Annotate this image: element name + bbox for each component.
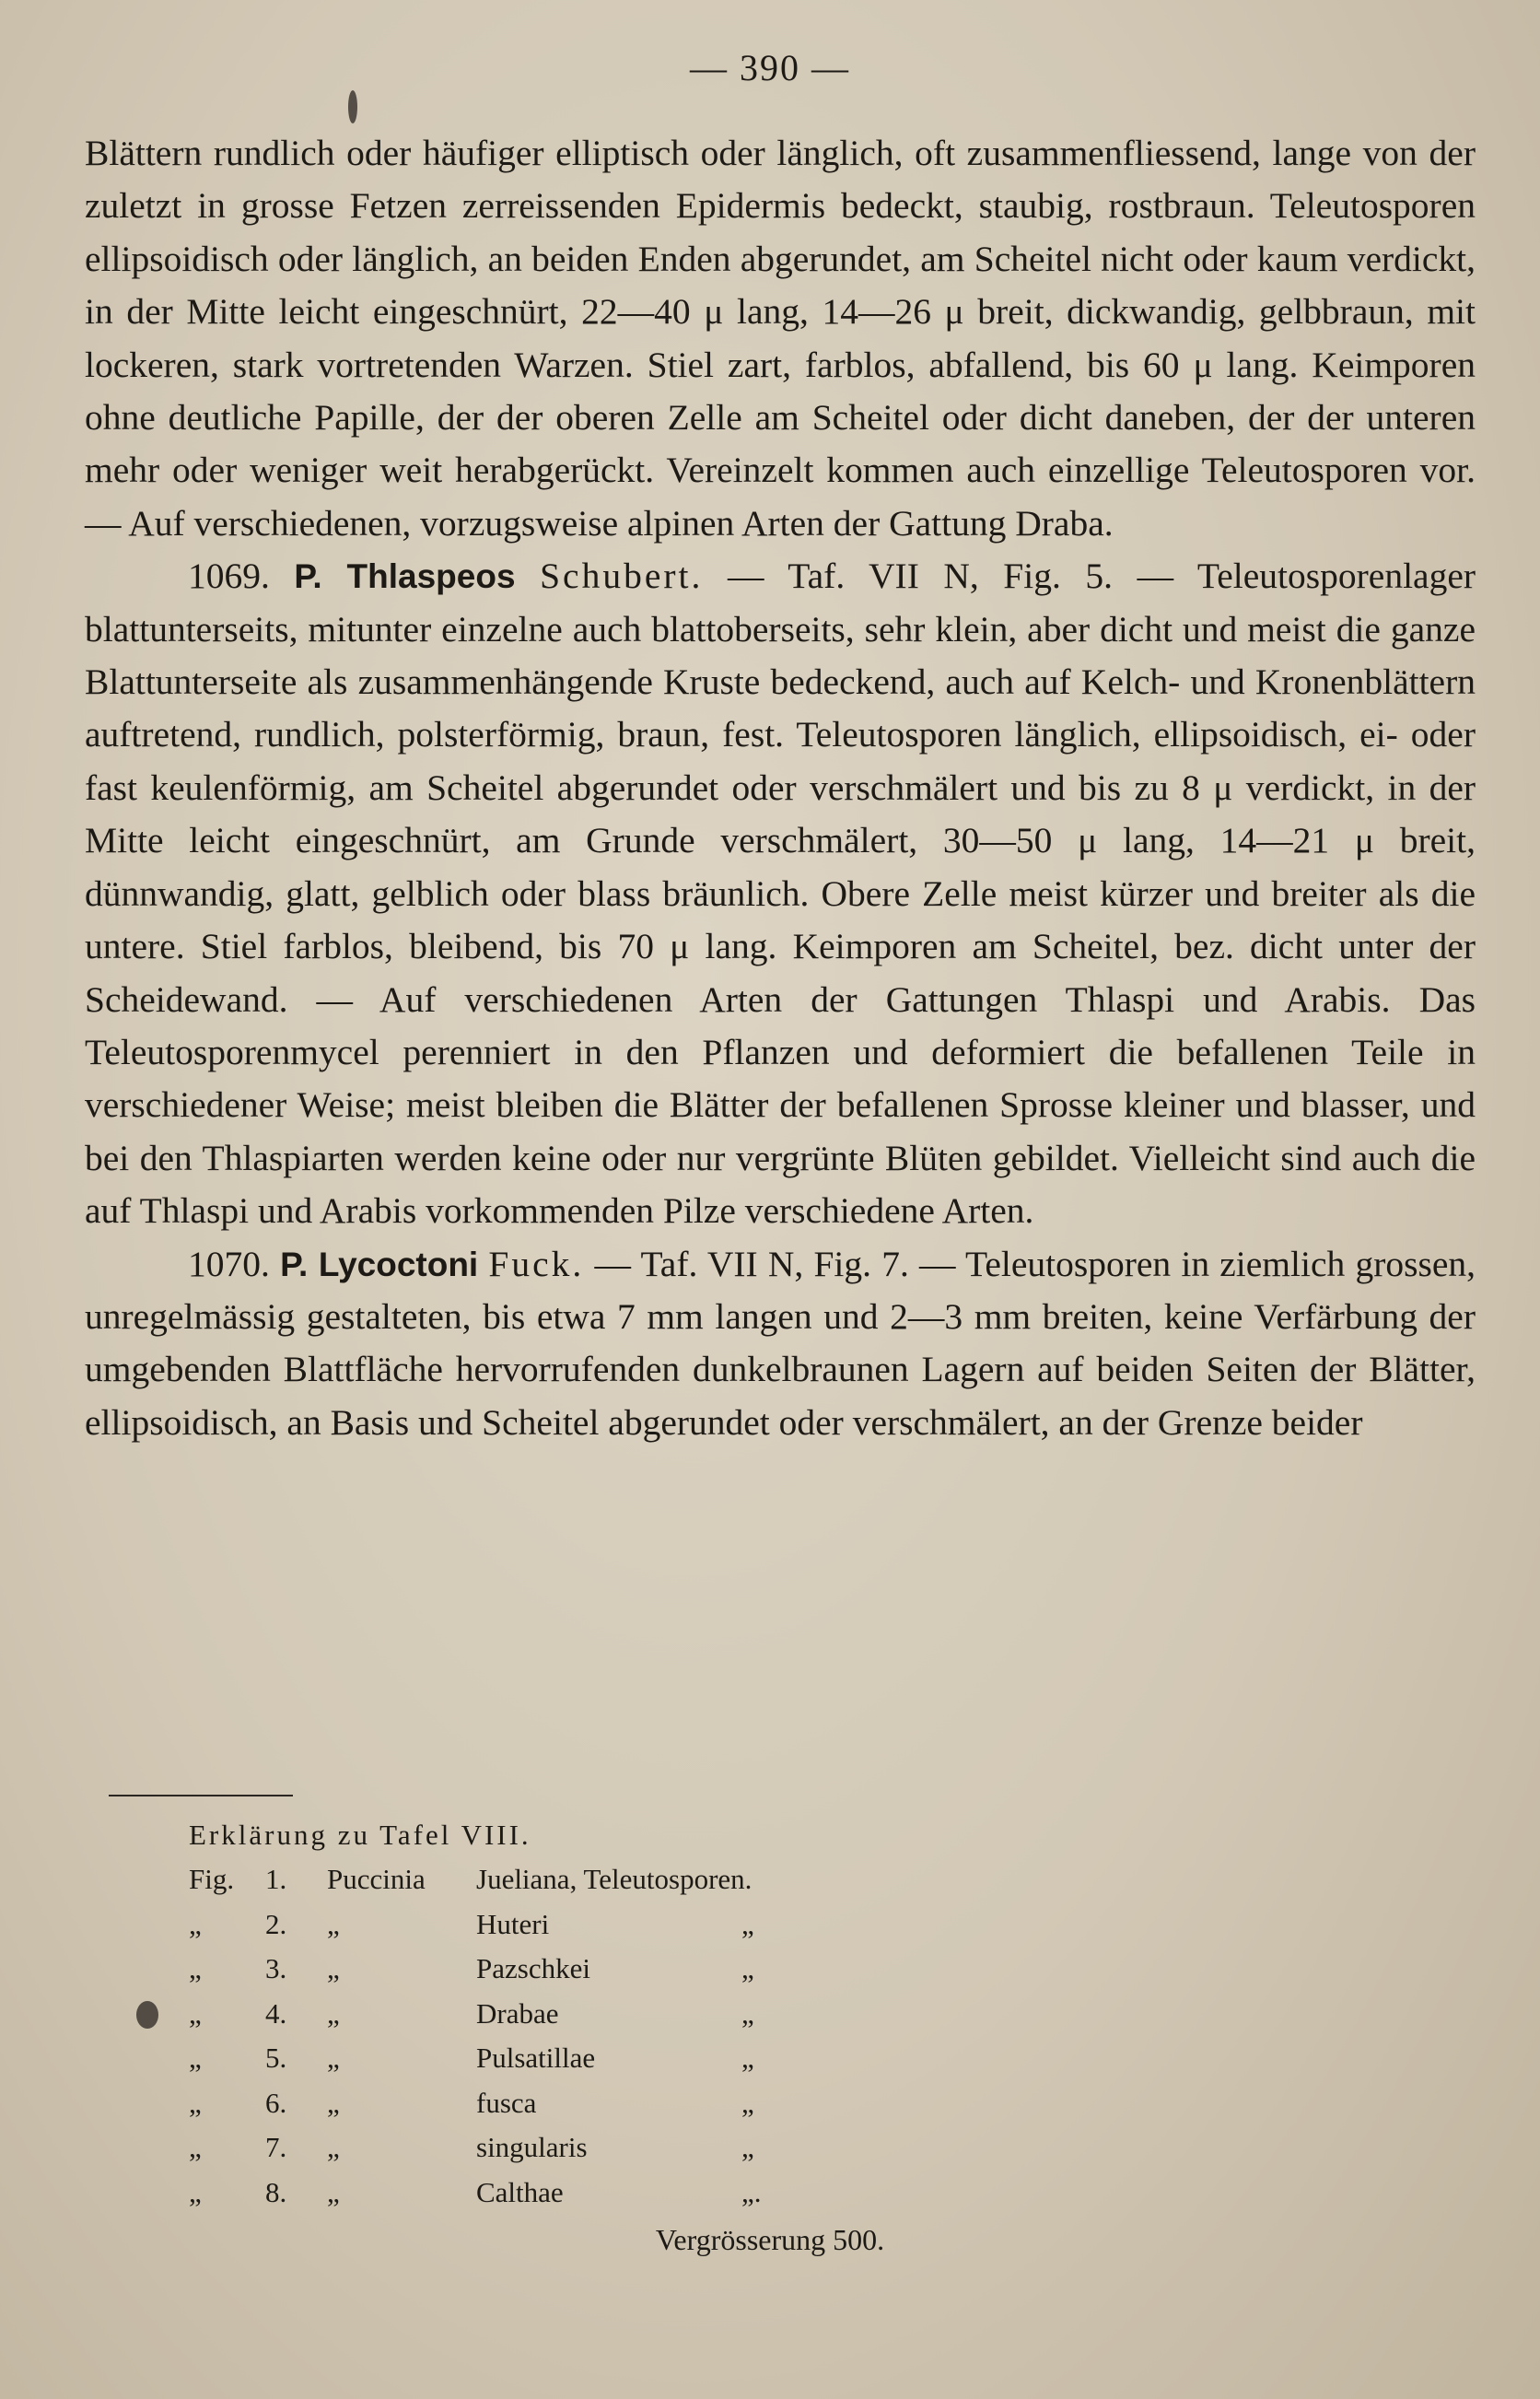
legend-fig-prefix: Fig. [189,1863,235,1895]
legend-ditto: „ [741,1952,754,1984]
taxon-author: Fuck. [488,1243,585,1284]
entry-number: 1069. [188,556,270,597]
legend-ditto: „ [189,2131,202,2163]
legend-species: Pulsatillae [476,2042,596,2074]
ink-spot [348,90,357,123]
taxon-name: P. Lycoctoni [280,1245,479,1283]
legend-fig-number: 3. [265,1952,287,1984]
paragraph-continuation: Blättern rundlich oder häufiger elliptisch oder länglich, oft zusammenfliessend, lange von der zuletzt in grosse Fetzen zerreissenden Epidermis bedeckt, staubig, rostbraun. Teleutosporen ellipsoidisch oder länglich, an beiden Enden abgerundet, am Scheitel nicht oder kaum verdickt, in der Mitte leicht eingeschnürt, 22—40 μ lang, 14—26 μ breit, dickwandig, gelbbraun, mit lockeren, stark vortretenden Warzen. Stiel zart, farblos, abfallend, bis 60 μ lang. Keimporen ohne deutliche Papille, der der oberen Zelle am Scheitel oder dicht daneben, der der unteren mehr oder weniger weit herabgerückt. Vereinzelt kommen auch einzellige Teleutosporen vor. — Auf verschiedenen, vorzugsweise alpinen Arten der Gattung Draba. [85,133,1476,544]
entry-description: — Taf. VII N, Fig. 7. — Teleutosporen in ziemlich grossen, unregelmässig gestalteten, bis etwa 7 mm langen und 2—3 mm breiten, keine Verfärbung der umgebenden Blattfläche hervorrufenden dunkelbraunen Lagern auf beiden Seiten der Blätter, ellipsoidisch, an Basis und Scheitel abgerundet oder verschmälert, an der Grenze beider [85,1243,1476,1443]
legend-ditto: „ [189,2042,202,2074]
legend-ditto: „ [189,1996,202,2030]
legend-ditto: „ [189,1907,202,1940]
legend-ditto: „ [327,2086,340,2119]
legend-row [189,2171,1110,2216]
legend-row [189,2081,1110,2126]
footnote-divider [109,1795,293,1796]
magnification-note: Vergrösserung 500. [655,2223,885,2256]
legend-genus: Puccinia [327,1863,426,1895]
legend-row [189,1992,1110,2037]
legend-fig-number: 6. [265,2086,287,2119]
taxon-author: Schubert. [540,556,704,597]
legend-row [189,2125,1110,2171]
legend-title: Erklärung zu Tafel VIII. [189,1819,531,1851]
entry-number: 1070. [188,1243,270,1284]
legend-fig-number: 4. [265,1996,287,2030]
entry-description: — Taf. VII N, Fig. 5. — Teleutosporenlager blattunterseits, mitunter einzelne auch blattoberseits, sehr klein, aber dicht und meist die ganze Blattunterseite als zusammenhängende Kruste bedeckend, auch auf Kelch- und Kronenblättern auftretend, rundlich, polsterförmig, braun, fest. Teleutosporen länglich, ellipsoidisch, ei- oder fast keulenförmig, am Scheitel abgerundet oder verschmälert und bis zu 8 μ verdickt, in der Mitte leicht eingeschnürt, am Grunde verschmälert, 30—50 μ lang, 14—21 μ breit, dünnwandig, glatt, gelblich oder blass bräunlich. Obere Zelle meist kürzer und breiter als die untere. Stiel farblos, bleibend, bis 70 μ lang. Keimporen am Scheitel, bez. dicht unter der Scheidewand. — Auf verschiedenen Arten der Gattungen Thlaspi und Arabis. Das Teleutosporenmycel perenniert in den Pflanzen und deformiert die befallenen Teile in verschiedener Weise; meist bleiben die Blätter der befallenen Sprosse kleiner und blasser, und bei den Thlaspiarten werden keine oder nur vergrünte Blüten gebildet. Vielleicht sind auch die auf Thlaspi und Arabis vorkommenden Pilze verschiedene Arten. [85,556,1476,1232]
legend-ditto: „ [189,2086,202,2119]
legend-ditto: „ [189,2175,202,2208]
legend-row [189,1857,1110,1902]
entry-1069 [85,550,1476,1237]
legend-ditto: „ [741,2042,754,2074]
legend-ditto: „ [741,1907,754,1940]
ink-spot [136,2001,158,2029]
legend-ditto: „ [189,1952,202,1984]
legend-ditto: „ [327,1952,340,1984]
legend-species: singularis [476,2131,588,2163]
plate-legend [189,1813,1110,2215]
legend-fig-number: 8. [265,2175,287,2208]
legend-row [189,1902,1110,1948]
legend-row [189,2036,1110,2081]
legend-species: Drabae [476,1996,559,2030]
legend-ditto: „ [327,1996,340,2030]
legend-species: Huteri [476,1907,550,1940]
legend-fig-number: 7. [265,2131,287,2163]
legend-ditto: „ [741,1996,754,2030]
taxon-name: P. Thlaspeos [294,557,516,596]
legend-fig-number: 1. [265,1863,287,1895]
legend-fig-number: 2. [265,1907,287,1940]
legend-ditto: „ [741,2086,754,2119]
legend-ditto: „ [327,2042,340,2074]
legend-fig-number: 5. [265,2042,287,2074]
body-text [85,127,1476,1449]
entry-1070 [85,1238,1476,1450]
legend-species: Pazschkei [476,1952,590,1984]
legend-species: Calthae [476,2175,564,2208]
page-number: — 390 — [690,47,850,88]
legend-row [189,1947,1110,1992]
legend-species: fusca [476,2086,537,2119]
legend-ditto: „. [741,2175,762,2208]
legend-ditto: „ [741,2131,754,2163]
legend-ditto: „ [327,2175,340,2208]
legend-ditto: „ [327,1907,340,1940]
legend-ditto: „ [327,2131,340,2163]
legend-description: Jueliana, Teleutosporen. [476,1863,752,1895]
